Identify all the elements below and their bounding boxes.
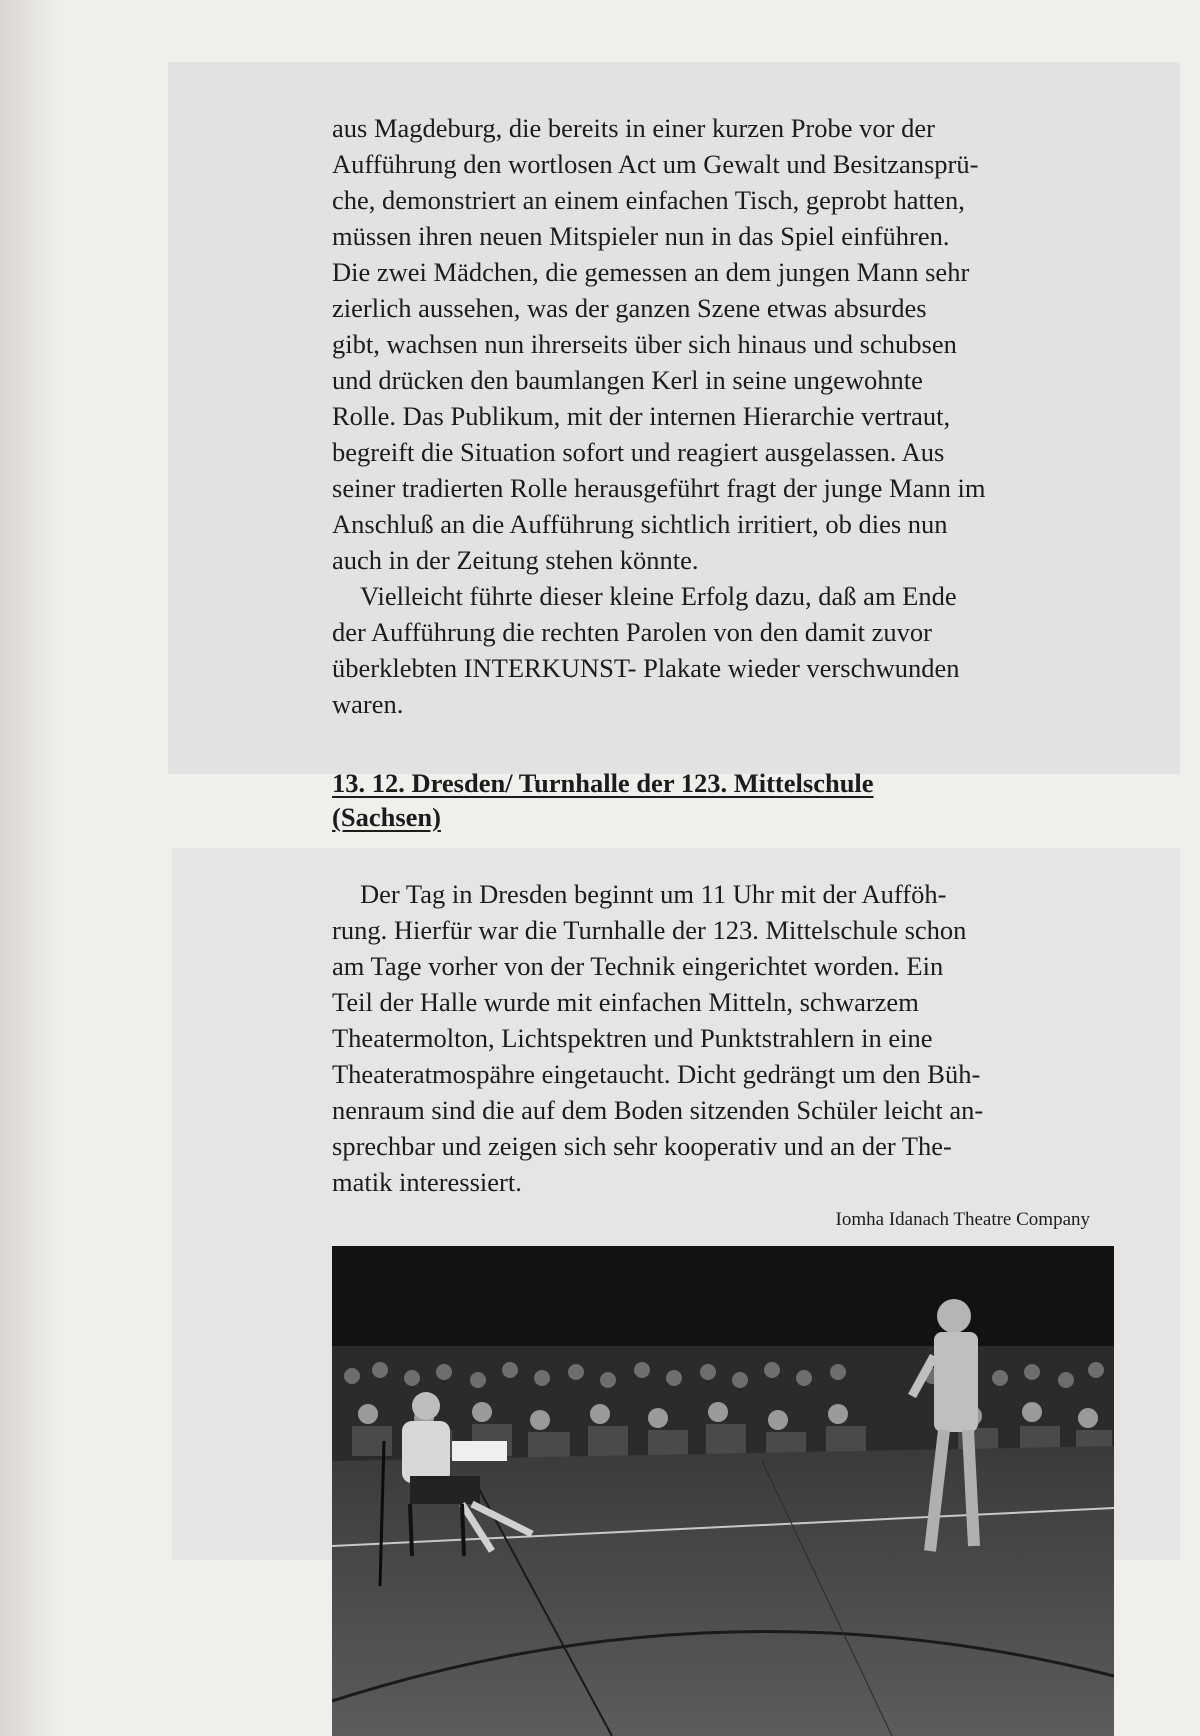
page-binding-edge <box>0 0 60 1736</box>
text-line: auch in der Zeitung stehen könnte. <box>332 545 699 575</box>
text-line: matik interessiert. <box>332 1167 522 1197</box>
text-line: und drücken den baumlangen Kerl in seine ungewohnte <box>332 365 923 395</box>
text-line: zierlich aussehen, was der ganzen Szene etwas absurdes <box>332 293 927 323</box>
performance-photo <box>332 1246 1114 1736</box>
text-line: gibt, wachsen nun ihrerseits über sich hinaus und schubsen <box>332 329 957 359</box>
performance-photo-illustration <box>332 1246 1114 1736</box>
text-line: waren. <box>332 689 404 719</box>
text-line: sprechbar und zeigen sich sehr kooperativ und an der The- <box>332 1131 952 1161</box>
text-line: am Tage vorher von der Technik eingerichtet worden. Ein <box>332 951 944 981</box>
text-line: Theateratmospähre eingetaucht. Dicht gedrängt um den Büh- <box>332 1059 981 1089</box>
text-line: Rolle. Das Publikum, mit der internen Hierarchie vertraut, <box>332 401 951 431</box>
text-line: begreift die Situation sofort und reagiert ausgelassen. Aus <box>332 437 945 467</box>
photo-caption: Iomha Idanach Theatre Company <box>835 1209 1090 1230</box>
text-line: nenraum sind die auf dem Boden sitzenden Schüler leicht an- <box>332 1095 984 1125</box>
text-line: che, demonstriert an einem einfachen Tisch, geprobt hatten, <box>332 185 965 215</box>
text-line: Aufführung den wortlosen Act um Gewalt und Besitzansprü- <box>332 149 979 179</box>
text-line: aus Magdeburg, die bereits in einer kurzen Probe vor der <box>332 113 935 143</box>
heading-line: 13. 12. Dresden/ Turnhalle der 123. Mittelschule <box>332 768 874 798</box>
heading-line: (Sachsen) <box>332 802 441 832</box>
text-line: seiner tradierten Rolle herausgeführt fragt der junge Mann im <box>332 473 986 503</box>
text-line: müssen ihren neuen Mitspieler nun in das Spiel einführen. <box>332 221 950 251</box>
text-line: Anschluß an die Aufführung sichtlich irritiert, ob dies nun <box>332 509 948 539</box>
text-line: Theatermolton, Lichtspektren und Punktstrahlern in eine <box>332 1023 933 1053</box>
text-line: Vielleicht führte dieser kleine Erfolg dazu, daß am Ende <box>360 581 957 611</box>
text-line: der Aufführung die rechten Parolen von den damit zuvor <box>332 617 933 647</box>
text-line: rung. Hierfür war die Turnhalle der 123. Mittelschule schon <box>332 915 967 945</box>
section-heading <box>332 766 1088 834</box>
text-line: Teil der Halle wurde mit einfachen Mitteln, schwarzem <box>332 987 919 1017</box>
text-line: Die zwei Mädchen, die gemessen an dem jungen Mann sehr <box>332 257 970 287</box>
paragraph-1 <box>332 110 1088 578</box>
text-line: Der Tag in Dresden beginnt um 11 Uhr mit der Aufföh- <box>360 879 947 909</box>
paragraph-2 <box>332 578 1088 722</box>
article-column <box>332 110 1088 1200</box>
paragraph-3 <box>332 876 1088 1200</box>
text-line: überklebten INTERKUNST- Plakate wieder verschwunden <box>332 653 960 683</box>
